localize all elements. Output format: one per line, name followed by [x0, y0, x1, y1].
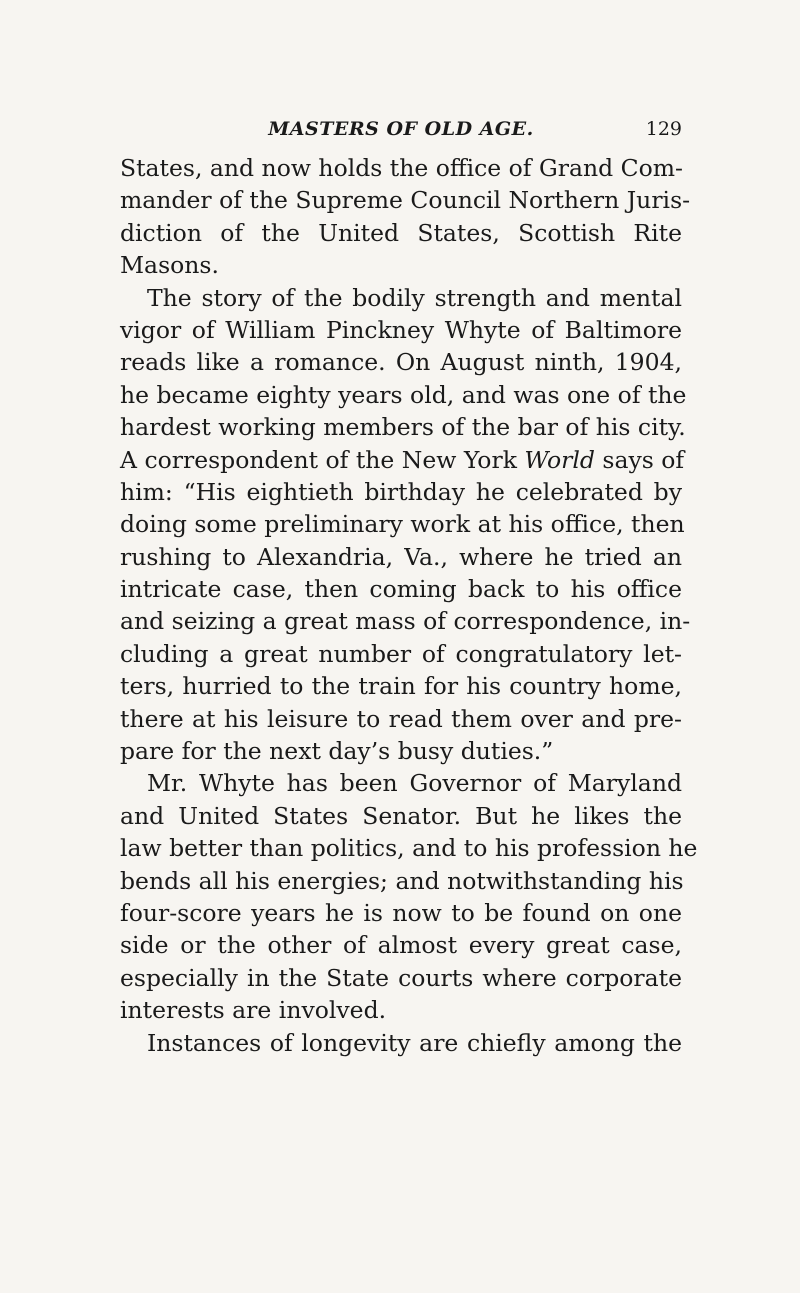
text-line: hardest working members of the bar of his city. [120, 413, 686, 442]
text-line: and seizing a great mass of correspondence, in- [120, 607, 691, 636]
paragraph-first-line: The story of the bodily strength and mental [147, 283, 682, 312]
text-line: diction of the United States, Scottish Rite [120, 218, 682, 247]
text-line: cluding a great number of congratulatory let- [120, 639, 682, 668]
paragraph-first-line: Instances of longevity are chiefly among the [147, 1028, 682, 1057]
text-line: especially in the State courts where corporate [120, 963, 682, 992]
text-line: him: “His eightieth birthday he celebrated by [120, 477, 682, 506]
text-fragment: A correspondent of the New York [120, 445, 517, 474]
text-line: intricate case, then coming back to his office [120, 575, 682, 604]
text-line: doing some preliminary work at his office, then [120, 510, 685, 539]
text-line: he became eighty years old, and was one of the [120, 380, 687, 409]
body-text [120, 152, 698, 1059]
text-line: law better than politics, and to his profession he [120, 834, 698, 863]
text-fragment: says of [602, 445, 685, 474]
italic-publication-title: World [524, 445, 595, 474]
text-line: rushing to Alexandria, Va., where he tried an [120, 542, 682, 571]
text-line: there at his leisure to read them over and pre- [120, 704, 682, 733]
text-line: bends all his energies; and notwithstanding his [120, 866, 684, 895]
text-line: and United States Senator. But he likes the [120, 801, 682, 830]
text-line [120, 444, 685, 476]
text-line: Masons. [120, 251, 219, 280]
text-line: reads like a romance. On August ninth, 1904, [120, 348, 682, 377]
text-line: ters, hurried to the train for his country home, [120, 672, 682, 701]
page-number: 129 [645, 118, 682, 140]
text-line: pare for the next day’s busy duties.” [120, 737, 554, 766]
text-line: side or the other of almost every great case, [120, 931, 682, 960]
running-title: MASTERS OF OLD AGE. [268, 118, 534, 140]
text-line: mander of the Supreme Council Northern Juris- [120, 186, 691, 215]
text-line: vigor of William Pinckney Whyte of Baltimore [120, 315, 682, 344]
text-line: four-score years he is now to be found on one [120, 898, 682, 927]
text-line: States, and now holds the office of Grand Com- [120, 154, 683, 182]
text-line: interests are involved. [120, 996, 387, 1025]
running-head [120, 118, 682, 148]
paragraph-first-line: Mr. Whyte has been Governor of Maryland [147, 769, 682, 798]
